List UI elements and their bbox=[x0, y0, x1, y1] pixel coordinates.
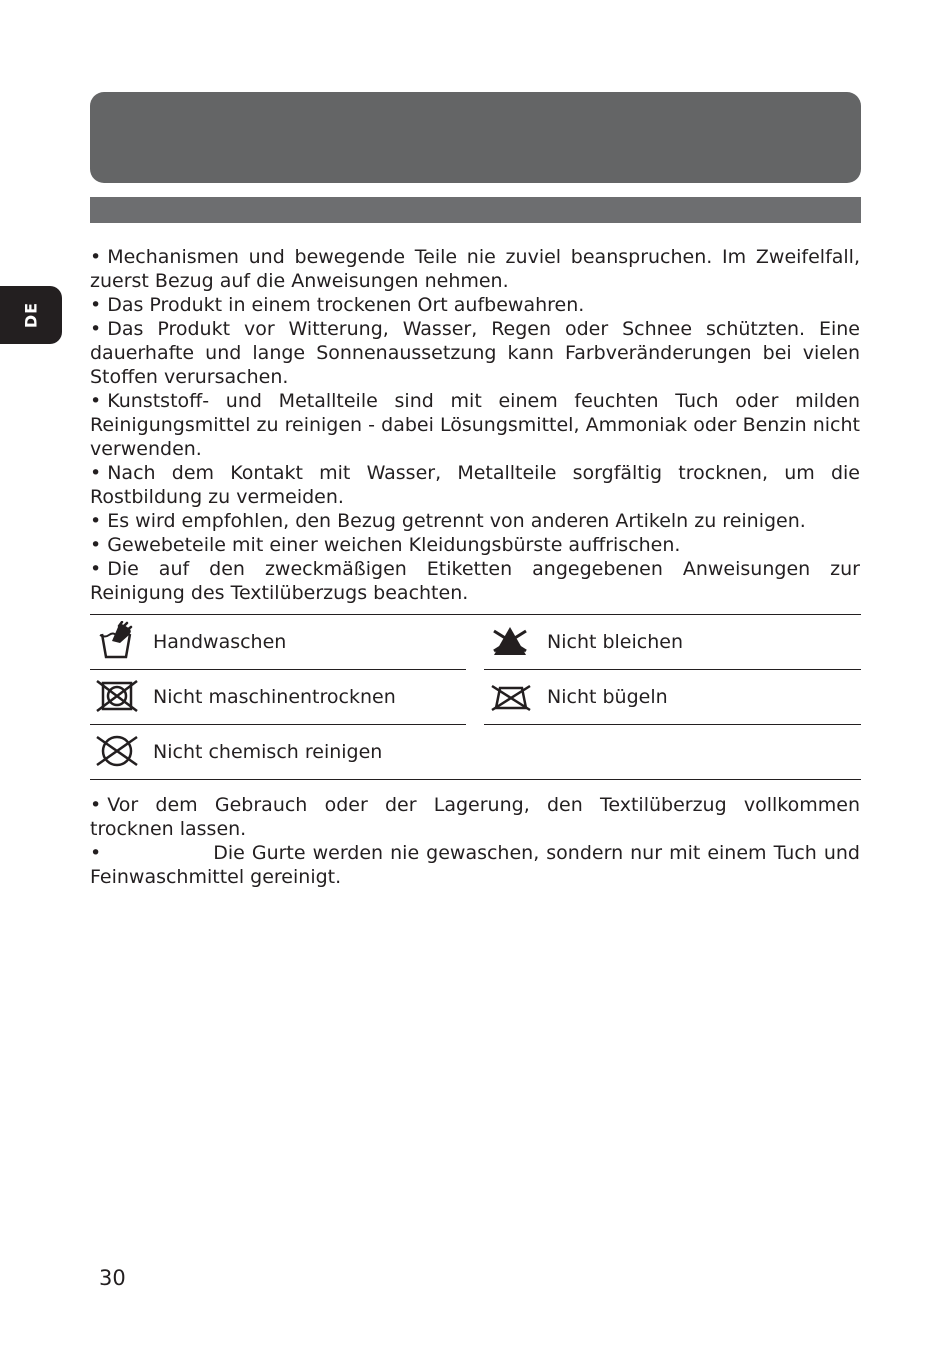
care-instruction-item: • Es wird empfohlen, den Bezug getrennt von anderen Artikeln zu reinigen. bbox=[90, 510, 806, 532]
after-notes bbox=[90, 793, 860, 889]
after-note-item: • Vor dem Gebrauch oder der Lagerung, den Textilüberzug vollkommen trocknen lassen. bbox=[90, 794, 860, 840]
care-symbol-row bbox=[484, 615, 861, 670]
care-instruction-item: • Kunststoff- und Metallteile sind mit einem feuchten Tuch oder milden Reinigungsmittel zu reinigen - dabei Lösungsmittel, Ammoniak oder Benzin nicht verwenden. bbox=[90, 390, 860, 460]
care-instructions-list bbox=[90, 245, 860, 605]
care-instruction-item: • Gewebeteile mit einer weichen Kleidungsbürste auffrischen. bbox=[90, 534, 681, 556]
no-dry-clean-icon bbox=[94, 731, 138, 771]
care-instruction-item: • Das Produkt vor Witterung, Wasser, Regen oder Schnee schützten. Eine dauerhafte und lange Sonnenaussetzung kann Farbveränderungen bei vielen Stoffen verursachen. bbox=[90, 318, 860, 388]
care-instruction-item: • Das Produkt in einem trockenen Ort aufbewahren. bbox=[90, 294, 585, 316]
section-bar bbox=[90, 197, 861, 223]
care-symbol-label: Nicht chemisch reinigen bbox=[153, 741, 383, 763]
no-bleach-icon bbox=[488, 621, 532, 661]
care-symbols-table bbox=[90, 614, 861, 779]
page-number: 30 bbox=[99, 1266, 126, 1290]
care-symbol-row bbox=[90, 615, 466, 670]
care-instruction-item: • Mechanismen und bewegende Teile nie zuviel beanspruchen. Im Zweifelfall, zuerst Bezug auf die Anweisungen nehmen. bbox=[90, 246, 860, 292]
care-instruction-item: • Die auf den zweckmäßigen Etiketten angegebenen Anweisungen zur Reinigung des Textilüberzugs beachten. bbox=[90, 558, 860, 604]
no-iron-icon bbox=[488, 676, 532, 716]
care-symbol-label: Nicht maschinentrocknen bbox=[153, 686, 396, 708]
care-instruction-item: • Nach dem Kontakt mit Wasser, Metallteile sorgfältig trocknen, um die Rostbildung zu vermeiden. bbox=[90, 462, 860, 508]
care-symbol-label: Handwaschen bbox=[153, 631, 287, 653]
after-note-item: • Die Gurte werden nie gewaschen, sondern nur mit einem Tuch und Feinwaschmittel gereinigt. bbox=[90, 842, 860, 888]
care-symbol-row bbox=[90, 670, 466, 725]
language-tab-label: DE bbox=[21, 301, 41, 329]
language-tab bbox=[0, 286, 62, 344]
no-tumble-dry-icon bbox=[94, 676, 138, 716]
care-symbol-label: Nicht bleichen bbox=[547, 631, 683, 653]
hand-wash-icon bbox=[94, 621, 138, 661]
care-symbol-label: Nicht bügeln bbox=[547, 686, 668, 708]
care-symbol-row bbox=[90, 725, 861, 780]
care-symbol-row bbox=[484, 670, 861, 725]
header-banner bbox=[90, 92, 861, 183]
